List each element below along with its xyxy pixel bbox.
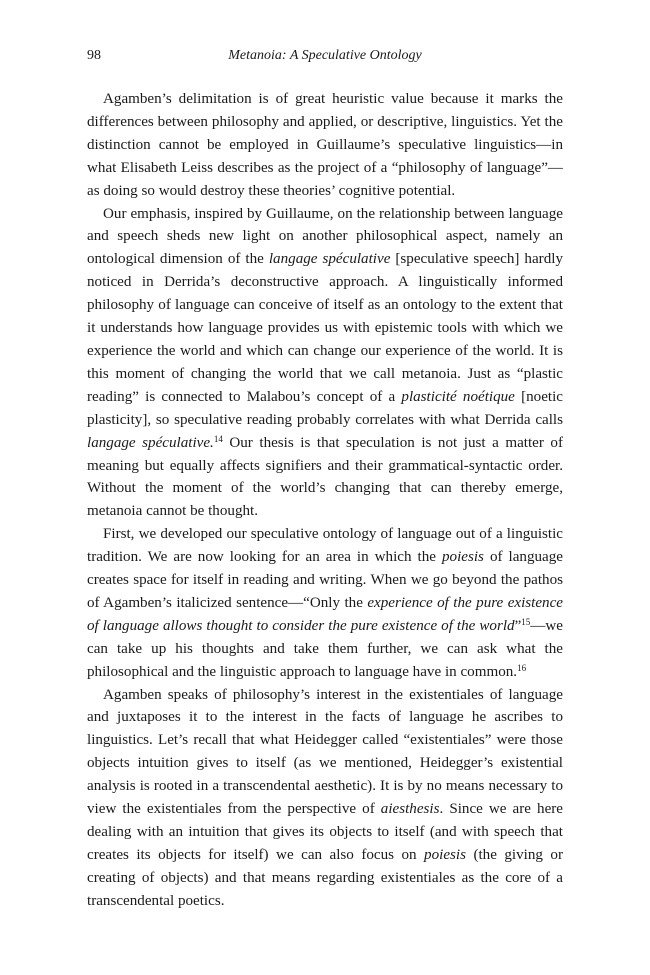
italic-term: langage spéculative bbox=[268, 251, 391, 268]
running-head bbox=[87, 46, 563, 66]
text-run: Agamben speaks of philosophy’s interest in the existentiales of language and juxtaposes it to the interest in the facts of language he ascribes to linguistics. Let’s recall that what Heidegger called “existentiales” were those objects intuition gives to itself (as we mentioned, Heidegger’s existential analysis is rooted in a transcendental aesthetic). It is by no means necessary to view the existentiales from the perspective of bbox=[87, 686, 563, 818]
italic-term: poiesis bbox=[442, 549, 484, 566]
paragraph-1 bbox=[87, 88, 563, 203]
paragraph-4 bbox=[87, 684, 563, 913]
italic-term: poiesis bbox=[424, 846, 466, 863]
text-run: Our emphasis, inspired by Guillaume, on the relationship between language and speech sheds new light on another philosophical aspect, namely an ontological dimension of the bbox=[87, 205, 563, 268]
text-run: of language creates space for itself in reading and writing. When we go beyond the pathos of Agamben’s italicized sentence—“Only the bbox=[87, 549, 563, 611]
text-run: —we can take up his thoughts and take them further, we can ask what the philosophical and the linguistic approach to language have in common. bbox=[87, 617, 563, 680]
text-run: [noetic plasticity], so speculative reading probably correlates with what Derrida calls bbox=[87, 388, 563, 428]
text-run: [speculative speech] hardly noticed in Derrida’s deconstructive approach. A linguistically informed philosophy of language can conceive of itself as an ontology to the extent that it understands how language provides us with epistemic tools with which we experience the world and which can change our experience of the world. It is this moment of changing the world that we call metanoia. Just as “plastic reading” is connected to Malabou’s concept of a bbox=[87, 251, 563, 405]
running-title: Metanoia: A Speculative Ontology bbox=[228, 48, 422, 63]
text-run: Agamben’s delimitation is of great heuristic value because it marks the differences between philosophy and applied, or descriptive, linguistics. Yet the distinction cannot be employed in Guillaume’s speculative linguistics—in what Elisabeth Leiss describes as the project of a “philosophy of language”—as doing so would destroy these theories’ cognitive potential. bbox=[87, 91, 563, 199]
paragraph-2 bbox=[87, 203, 563, 524]
text-run: Our thesis is that speculation is not just a matter of meaning but equally affects signifiers and their grammatical-syntactic order. Without the moment of the world’s changing that can thereby emerge, metanoia cannot be thought. bbox=[87, 434, 563, 520]
paragraph-3 bbox=[87, 523, 563, 683]
body-text bbox=[87, 88, 563, 913]
italic-term: langage spéculative. bbox=[87, 434, 214, 451]
text-run: (the giving or creating of objects) and that means regarding existentiales as the core of a transcendental poetics. bbox=[87, 846, 564, 909]
text-run: . Since we are here dealing with an intuition that gives its objects to itself (and with speech that creates its objects for itself) we can also focus on bbox=[87, 801, 563, 863]
footnote-marker: 14 bbox=[213, 433, 223, 444]
italic-term: aiesthesis bbox=[380, 801, 440, 818]
italic-quote: experience of the pure existence of language allows thought to consider the pure existence of the world bbox=[87, 594, 563, 634]
footnote-marker: 16 bbox=[517, 662, 527, 673]
page-number: 98 bbox=[87, 48, 101, 63]
italic-term: plasticité noétique bbox=[401, 388, 515, 405]
footnote-marker: 15 bbox=[521, 616, 531, 627]
text-run: First, we developed our speculative ontology of language out of a linguistic tradition. We are now looking for an area in which the bbox=[87, 526, 563, 566]
text-run: ” bbox=[514, 617, 522, 634]
